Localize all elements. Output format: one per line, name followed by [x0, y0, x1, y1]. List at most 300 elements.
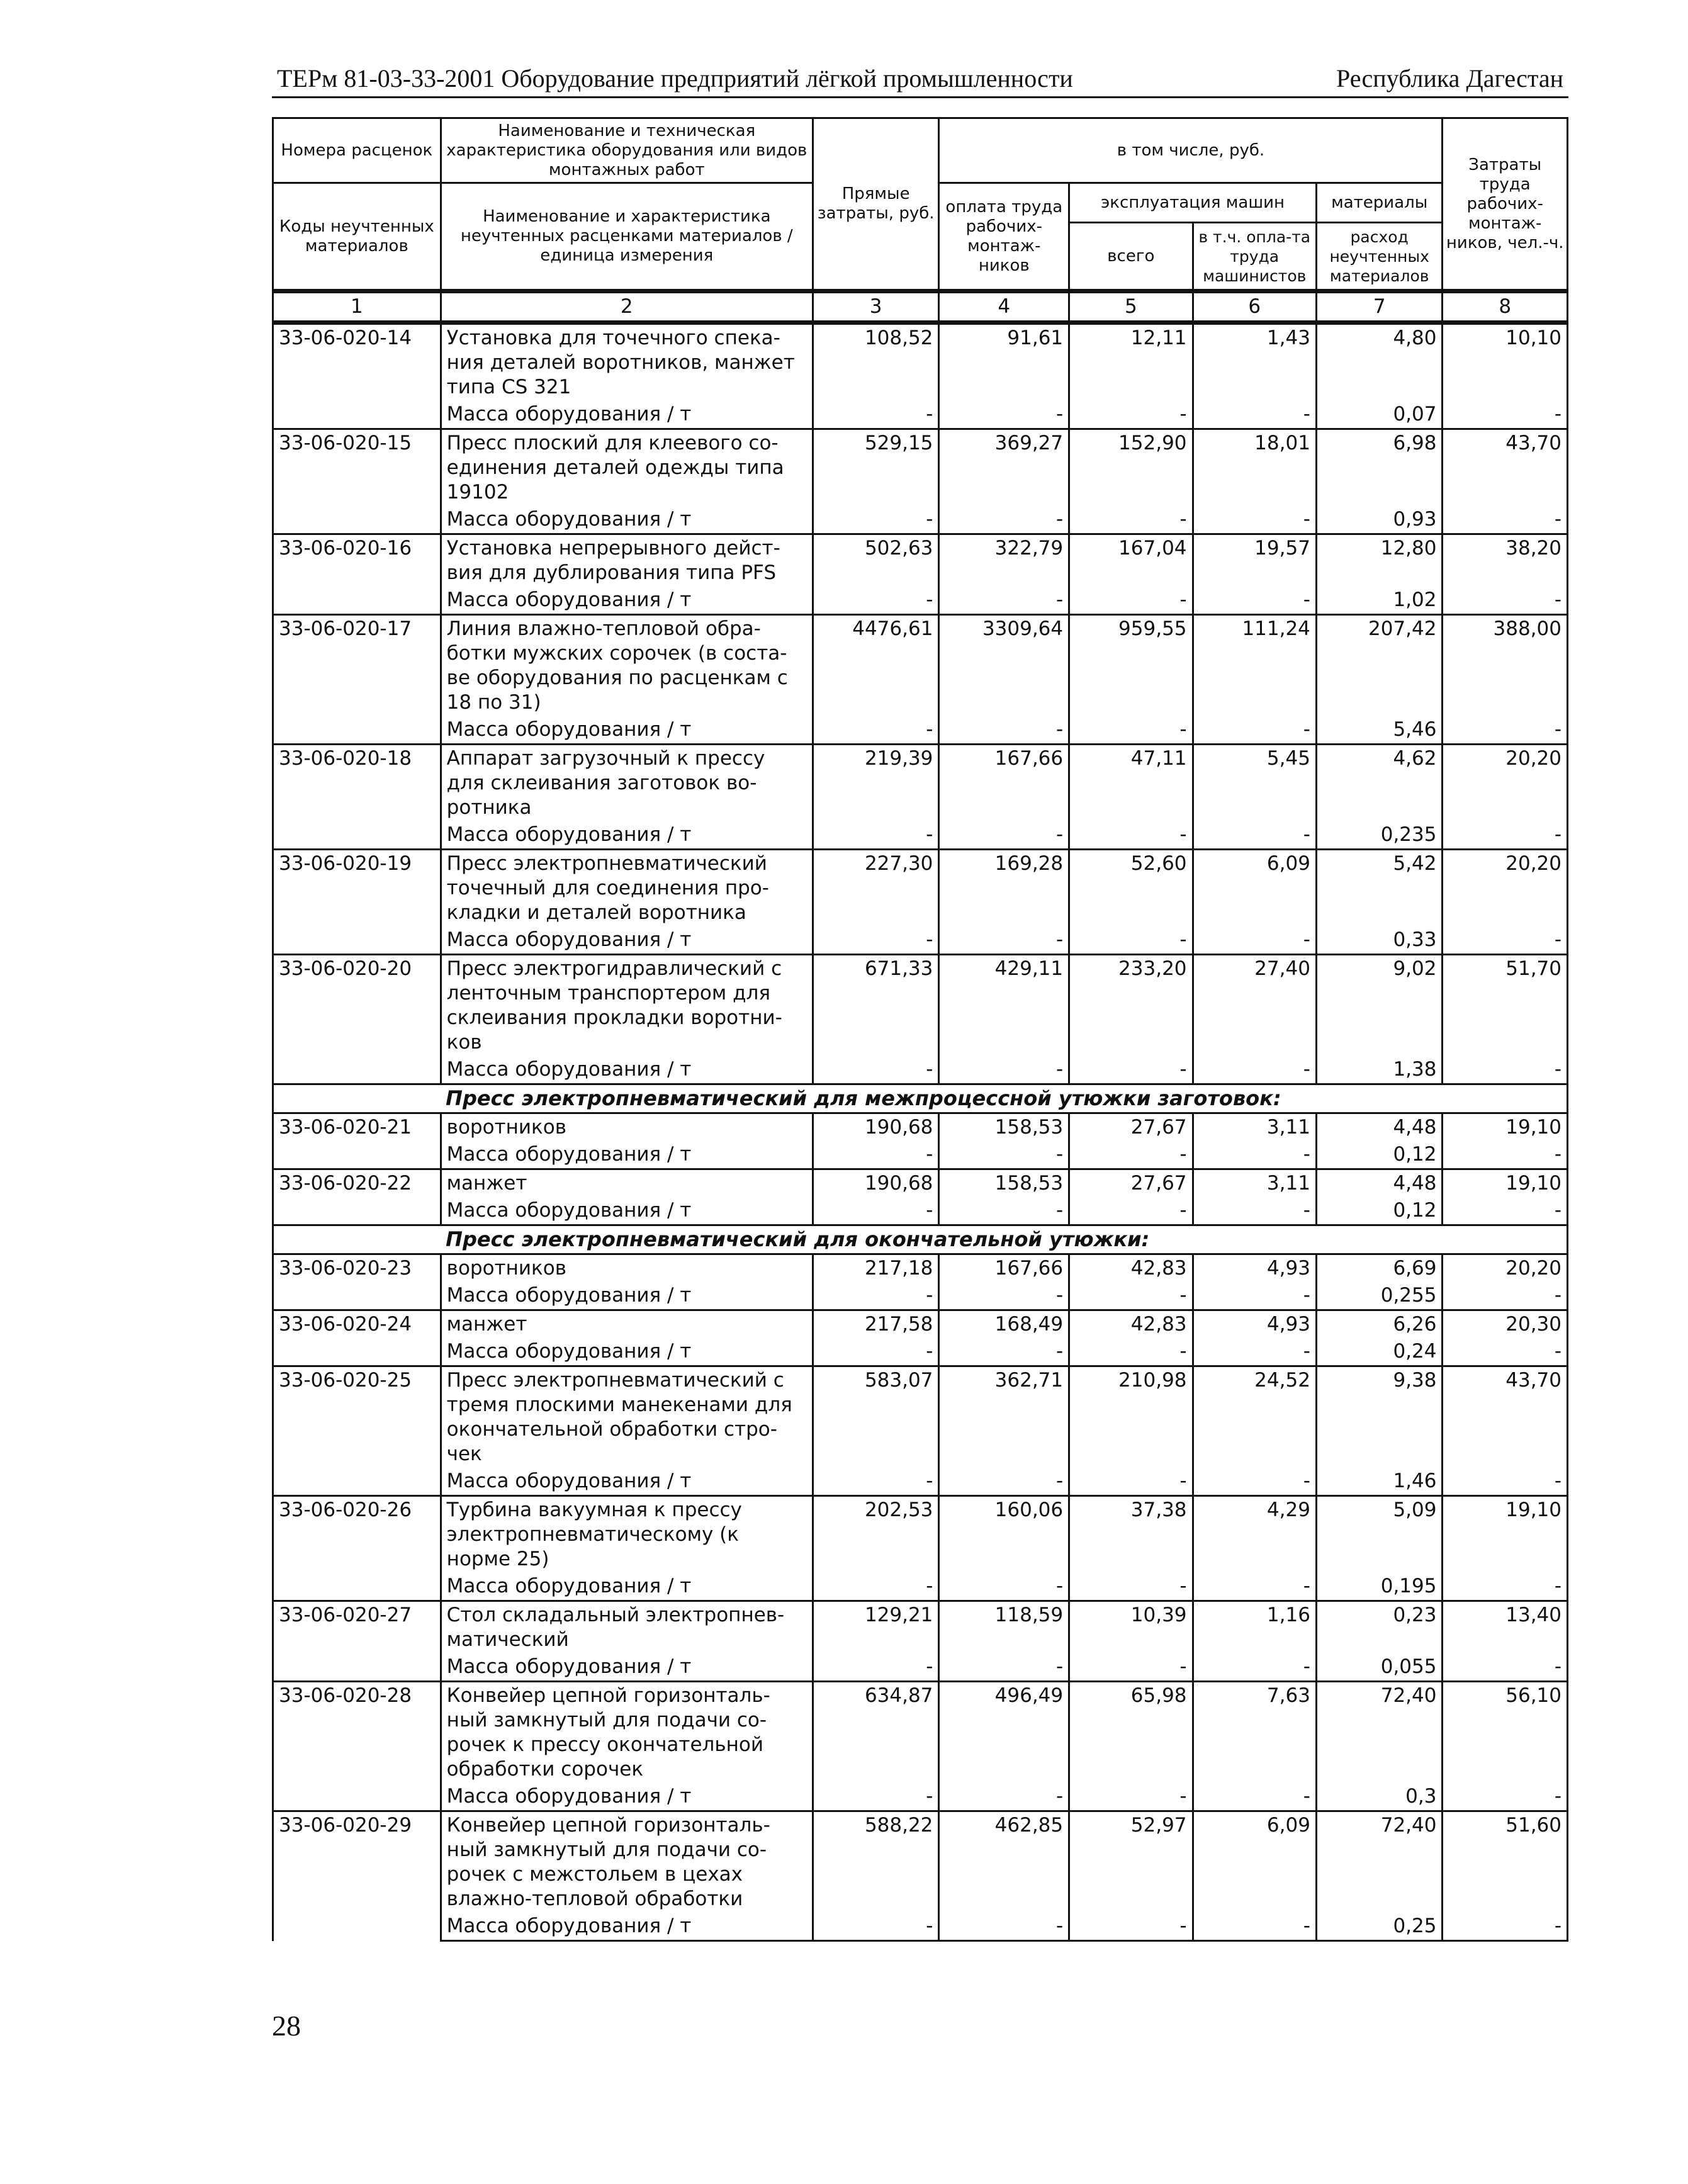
- cost-value: 4,48: [1316, 1113, 1443, 1142]
- empty-dash: -: [1193, 1573, 1316, 1601]
- rate-code: 33-06-020-14: [273, 323, 441, 429]
- cost-value: 6,98: [1316, 429, 1443, 507]
- mass-row: [273, 1197, 1568, 1225]
- cost-value: 496,49: [939, 1682, 1069, 1784]
- cost-value: 47,11: [1069, 745, 1193, 822]
- equipment-name: Линия влажно-тепловой обра-ботки мужских сорочек (в соста-ве оборудования по расценкам с 18 по 31): [441, 615, 813, 717]
- rate-code: 33-06-020-23: [273, 1254, 441, 1310]
- empty-dash: -: [1193, 506, 1316, 534]
- cost-value: 4,29: [1193, 1496, 1316, 1573]
- cost-value: 5,09: [1316, 1496, 1443, 1573]
- cost-value: 10,10: [1443, 323, 1568, 402]
- table-row: [273, 850, 1568, 927]
- cost-value: 65,98: [1069, 1682, 1193, 1784]
- empty-dash: -: [1443, 1573, 1568, 1601]
- col-header-direct-costs: Прямые затраты, руб.: [813, 118, 939, 291]
- empty-dash: -: [939, 926, 1069, 955]
- empty-dash: -: [813, 926, 939, 955]
- mass-value: 5,46: [1316, 716, 1443, 745]
- cost-value: 1,16: [1193, 1601, 1316, 1654]
- cost-value: 588,22: [813, 1811, 939, 1913]
- running-header: [272, 58, 1568, 98]
- cost-value: 13,40: [1443, 1601, 1568, 1654]
- cost-value: 0,23: [1316, 1601, 1443, 1654]
- empty-dash: -: [1193, 1197, 1316, 1225]
- mass-value: 0,93: [1316, 506, 1443, 534]
- rate-code: 33-06-020-19: [273, 850, 441, 955]
- empty-dash: -: [1193, 401, 1316, 429]
- cost-value: 52,97: [1069, 1811, 1193, 1913]
- empty-dash: -: [939, 401, 1069, 429]
- empty-dash: -: [1443, 401, 1568, 429]
- price-table: [272, 117, 1568, 1942]
- equipment-name: Стол складальный электропнев-матический: [441, 1601, 813, 1654]
- empty-dash: -: [1069, 587, 1193, 615]
- mass-label: Масса оборудования / т: [441, 401, 813, 429]
- empty-dash: -: [1193, 587, 1316, 615]
- mass-label: Масса оборудования / т: [441, 1197, 813, 1225]
- section-spacer: [273, 1084, 441, 1113]
- empty-dash: -: [1069, 1141, 1193, 1169]
- cost-value: 5,42: [1316, 850, 1443, 927]
- mass-value: 0,255: [1316, 1282, 1443, 1310]
- cost-value: 429,11: [939, 955, 1069, 1057]
- empty-dash: -: [1443, 587, 1568, 615]
- cost-value: 388,00: [1443, 615, 1568, 717]
- equipment-name: Пресс электропневматический с тремя плоскими манекенами для окончательной обработки стро-чек: [441, 1366, 813, 1468]
- empty-dash: -: [813, 1197, 939, 1225]
- cost-value: 19,57: [1193, 534, 1316, 587]
- cost-value: 51,60: [1443, 1811, 1568, 1913]
- cost-value: 168,49: [939, 1310, 1069, 1339]
- column-number: 6: [1193, 291, 1316, 323]
- table-row: [273, 323, 1568, 402]
- empty-dash: -: [939, 1282, 1069, 1310]
- empty-dash: -: [1193, 1282, 1316, 1310]
- cost-value: 202,53: [813, 1496, 939, 1573]
- mass-value: 1,38: [1316, 1056, 1443, 1084]
- cost-value: 369,27: [939, 429, 1069, 507]
- rate-code: 33-06-020-18: [273, 745, 441, 850]
- empty-dash: -: [813, 1056, 939, 1084]
- col-header-machinist-wages: в т.ч. опла-та труда машинистов: [1193, 223, 1316, 291]
- cost-value: 51,70: [1443, 955, 1568, 1057]
- table-row: [273, 615, 1568, 717]
- empty-dash: -: [939, 1913, 1069, 1941]
- empty-dash: -: [1443, 1338, 1568, 1366]
- col-header-machine-operation: эксплуатация машин: [1069, 183, 1317, 223]
- empty-dash: -: [1443, 1282, 1568, 1310]
- empty-dash: -: [813, 716, 939, 745]
- cost-value: 462,85: [939, 1811, 1069, 1913]
- empty-dash: -: [1443, 1468, 1568, 1496]
- rate-code: 33-06-020-27: [273, 1601, 441, 1682]
- cost-value: 3,11: [1193, 1169, 1316, 1198]
- mass-label: Масса оборудования / т: [441, 1056, 813, 1084]
- empty-dash: -: [1069, 1573, 1193, 1601]
- empty-dash: -: [813, 1338, 939, 1366]
- mass-value: 0,12: [1316, 1197, 1443, 1225]
- cost-value: 27,40: [1193, 955, 1316, 1057]
- mass-value: 0,25: [1316, 1913, 1443, 1941]
- cost-value: 43,70: [1443, 1366, 1568, 1468]
- col-header-codes: Номера расценок: [273, 118, 441, 183]
- empty-dash: -: [1069, 1468, 1193, 1496]
- cost-value: 167,66: [939, 1254, 1069, 1283]
- cost-value: 12,11: [1069, 323, 1193, 402]
- empty-dash: -: [1193, 1338, 1316, 1366]
- cost-value: 38,20: [1443, 534, 1568, 587]
- col-header-material-name: Наименование и характеристика неучтенных расценками материалов / единица измерения: [441, 183, 813, 291]
- table-row: [273, 429, 1568, 507]
- mass-label: Масса оборудования / т: [441, 821, 813, 850]
- cost-value: 27,67: [1069, 1169, 1193, 1198]
- empty-dash: -: [1193, 1141, 1316, 1169]
- cost-value: 111,24: [1193, 615, 1316, 717]
- cost-value: 217,58: [813, 1310, 939, 1339]
- mass-row: [273, 587, 1568, 615]
- table-row: [273, 1169, 1568, 1198]
- cost-value: 91,61: [939, 323, 1069, 402]
- mass-row: [273, 1282, 1568, 1310]
- empty-dash: -: [1443, 1783, 1568, 1811]
- mass-label: Масса оборудования / т: [441, 1783, 813, 1811]
- cost-value: 167,04: [1069, 534, 1193, 587]
- empty-dash: -: [813, 1783, 939, 1811]
- cost-value: 322,79: [939, 534, 1069, 587]
- column-number: 4: [939, 291, 1069, 323]
- mass-row: [273, 1056, 1568, 1084]
- mass-label: Масса оборудования / т: [441, 1573, 813, 1601]
- empty-dash: -: [813, 587, 939, 615]
- mass-value: 0,235: [1316, 821, 1443, 850]
- cost-value: 190,68: [813, 1113, 939, 1142]
- equipment-name: Аппарат загрузочный к прессу для склеивания заготовок во-ротника: [441, 745, 813, 822]
- empty-dash: -: [939, 1783, 1069, 1811]
- empty-dash: -: [939, 587, 1069, 615]
- table-row: [273, 955, 1568, 1057]
- empty-dash: -: [1443, 1056, 1568, 1084]
- cost-value: 20,20: [1443, 745, 1568, 822]
- mass-label: Масса оборудования / т: [441, 587, 813, 615]
- page-number: 28: [272, 2010, 301, 2042]
- equipment-name: Конвейер цепной горизонталь-ный замкнутый для подачи со-рочек к прессу окончательной обработки сорочек: [441, 1682, 813, 1784]
- cost-value: 52,60: [1069, 850, 1193, 927]
- cost-value: 129,21: [813, 1601, 939, 1654]
- rate-code: 33-06-020-21: [273, 1113, 441, 1169]
- column-number: 1: [273, 291, 441, 323]
- rate-code: 33-06-020-15: [273, 429, 441, 534]
- equipment-name: Пресс электрогидравлический с ленточным транспортером для склеивания прокладки воротни-ков: [441, 955, 813, 1057]
- cost-value: 169,28: [939, 850, 1069, 927]
- section-heading-row: [273, 1084, 1568, 1113]
- empty-dash: -: [1443, 506, 1568, 534]
- table-row: [273, 1682, 1568, 1784]
- column-number: 7: [1316, 291, 1443, 323]
- empty-dash: -: [1069, 926, 1193, 955]
- empty-dash: -: [1069, 716, 1193, 745]
- cost-value: 583,07: [813, 1366, 939, 1468]
- mass-row: [273, 1468, 1568, 1496]
- cost-value: 4,62: [1316, 745, 1443, 822]
- mass-label: Масса оборудования / т: [441, 1338, 813, 1366]
- cost-value: 56,10: [1443, 1682, 1568, 1784]
- cost-value: 27,67: [1069, 1113, 1193, 1142]
- empty-dash: -: [939, 1653, 1069, 1682]
- cost-value: 362,71: [939, 1366, 1069, 1468]
- mass-label: Масса оборудования / т: [441, 1653, 813, 1682]
- empty-dash: -: [1069, 401, 1193, 429]
- mass-row: [273, 1338, 1568, 1366]
- col-header-labor: Затраты труда рабочих-монтаж-ников, чел.-ч.: [1443, 118, 1568, 291]
- mass-row: [273, 1783, 1568, 1811]
- empty-dash: -: [1443, 1197, 1568, 1225]
- empty-dash: -: [813, 821, 939, 850]
- equipment-name: воротников: [441, 1113, 813, 1142]
- rate-code: 33-06-020-26: [273, 1496, 441, 1601]
- empty-dash: -: [1193, 821, 1316, 850]
- rate-code: 33-06-020-22: [273, 1169, 441, 1225]
- col-header-materials: материалы: [1316, 183, 1443, 223]
- cost-value: 634,87: [813, 1682, 939, 1784]
- cost-value: 20,30: [1443, 1310, 1568, 1339]
- rate-code: 33-06-020-17: [273, 615, 441, 745]
- document-title: ТЕРм 81-03-33-2001 Оборудование предприятий лёгкой промышленности: [277, 64, 1073, 93]
- cost-value: 6,09: [1193, 1811, 1316, 1913]
- mass-label: Масса оборудования / т: [441, 506, 813, 534]
- mass-label: Масса оборудования / т: [441, 716, 813, 745]
- mass-value: 0,055: [1316, 1653, 1443, 1682]
- mass-value: 0,12: [1316, 1141, 1443, 1169]
- empty-dash: -: [939, 1056, 1069, 1084]
- empty-dash: -: [1193, 1913, 1316, 1941]
- cost-value: 24,52: [1193, 1366, 1316, 1468]
- empty-dash: -: [1069, 1913, 1193, 1941]
- empty-dash: -: [1069, 1783, 1193, 1811]
- cost-value: 20,20: [1443, 1254, 1568, 1283]
- cost-value: 19,10: [1443, 1169, 1568, 1198]
- empty-dash: -: [1069, 1338, 1193, 1366]
- mass-label: Масса оборудования / т: [441, 1141, 813, 1169]
- equipment-name: Турбина вакуумная к прессу электропневматическому (к норме 25): [441, 1496, 813, 1573]
- section-heading-row: [273, 1225, 1568, 1254]
- empty-dash: -: [813, 1653, 939, 1682]
- empty-dash: -: [1069, 506, 1193, 534]
- rate-code: 33-06-020-20: [273, 955, 441, 1084]
- table-row: [273, 534, 1568, 587]
- col-header-material-codes: Коды неучтенных материалов: [273, 183, 441, 291]
- cost-value: 43,70: [1443, 429, 1568, 507]
- empty-dash: -: [1443, 926, 1568, 955]
- mass-label: Масса оборудования / т: [441, 1282, 813, 1310]
- empty-dash: -: [1069, 1197, 1193, 1225]
- equipment-name: Установка непрерывного дейст-вия для дублирования типа PFS: [441, 534, 813, 587]
- cost-value: 3309,64: [939, 615, 1069, 717]
- cost-value: 118,59: [939, 1601, 1069, 1654]
- empty-dash: -: [939, 1197, 1069, 1225]
- column-number: 2: [441, 291, 813, 323]
- empty-dash: -: [813, 1282, 939, 1310]
- mass-label: Масса оборудования / т: [441, 1468, 813, 1496]
- region-name: Республика Дагестан: [1336, 64, 1563, 93]
- cost-value: 502,63: [813, 534, 939, 587]
- cost-value: 6,69: [1316, 1254, 1443, 1283]
- mass-row: [273, 821, 1568, 850]
- empty-dash: -: [939, 1338, 1069, 1366]
- empty-dash: -: [939, 1573, 1069, 1601]
- section-title: Пресс электропневматический для окончательной утюжки:: [441, 1225, 1567, 1254]
- rate-code: 33-06-020-24: [273, 1310, 441, 1366]
- empty-dash: -: [813, 506, 939, 534]
- empty-dash: -: [1193, 1653, 1316, 1682]
- cost-value: 19,10: [1443, 1496, 1568, 1573]
- empty-dash: -: [1193, 1468, 1316, 1496]
- cost-value: 4,48: [1316, 1169, 1443, 1198]
- cost-value: 5,45: [1193, 745, 1316, 822]
- mass-value: 1,02: [1316, 587, 1443, 615]
- cost-value: 4,93: [1193, 1254, 1316, 1283]
- col-header-name: Наименование и техническая характеристика оборудования или видов монтажных работ: [441, 118, 813, 183]
- rate-code: 33-06-020-29: [273, 1811, 441, 1941]
- empty-dash: -: [939, 821, 1069, 850]
- empty-dash: -: [1193, 926, 1316, 955]
- cost-value: 959,55: [1069, 615, 1193, 717]
- cost-value: 529,15: [813, 429, 939, 507]
- cost-value: 152,90: [1069, 429, 1193, 507]
- cost-value: 190,68: [813, 1169, 939, 1198]
- cost-value: 20,20: [1443, 850, 1568, 927]
- header-row-1: [273, 118, 1568, 183]
- mass-row: [273, 716, 1568, 745]
- cost-value: 4,80: [1316, 323, 1443, 402]
- rate-code: 33-06-020-25: [273, 1366, 441, 1496]
- cost-value: 210,98: [1069, 1366, 1193, 1468]
- mass-row: [273, 1141, 1568, 1169]
- mass-label: Масса оборудования / т: [441, 1913, 813, 1941]
- mass-value: 0,24: [1316, 1338, 1443, 1366]
- cost-value: 160,06: [939, 1496, 1069, 1573]
- empty-dash: -: [1443, 1913, 1568, 1941]
- empty-dash: -: [939, 506, 1069, 534]
- cost-value: 37,38: [1069, 1496, 1193, 1573]
- rate-code: 33-06-020-16: [273, 534, 441, 615]
- cost-value: 4476,61: [813, 615, 939, 717]
- empty-dash: -: [1443, 821, 1568, 850]
- mass-value: 0,33: [1316, 926, 1443, 955]
- cost-value: 6,26: [1316, 1310, 1443, 1339]
- cost-value: 4,93: [1193, 1310, 1316, 1339]
- cost-value: 72,40: [1316, 1811, 1443, 1913]
- column-numbers-row: [273, 291, 1568, 323]
- empty-dash: -: [1443, 716, 1568, 745]
- equipment-name: манжет: [441, 1310, 813, 1339]
- col-header-wages: оплата труда рабочих-монтаж-ников: [939, 183, 1069, 291]
- column-number: 5: [1069, 291, 1193, 323]
- cost-value: 158,53: [939, 1169, 1069, 1198]
- mass-row: [273, 506, 1568, 534]
- empty-dash: -: [939, 1468, 1069, 1496]
- mass-value: 0,07: [1316, 401, 1443, 429]
- cost-value: 671,33: [813, 955, 939, 1057]
- table-row: [273, 1811, 1568, 1913]
- cost-value: 108,52: [813, 323, 939, 402]
- equipment-name: Пресс плоский для клеевого со-единения деталей одежды типа 19102: [441, 429, 813, 507]
- table-row: [273, 745, 1568, 822]
- section-title: Пресс электропневматический для межпроцессной утюжки заготовок:: [441, 1084, 1567, 1113]
- empty-dash: -: [1069, 1282, 1193, 1310]
- empty-dash: -: [813, 1573, 939, 1601]
- col-header-total: всего: [1069, 223, 1193, 291]
- rate-code: 33-06-020-28: [273, 1682, 441, 1811]
- equipment-name: Конвейер цепной горизонталь-ный замкнутый для подачи со-рочек с межстольем в цехах влажно-тепловой обработки: [441, 1811, 813, 1913]
- table-row: [273, 1496, 1568, 1573]
- empty-dash: -: [813, 1141, 939, 1169]
- cost-value: 158,53: [939, 1113, 1069, 1142]
- empty-dash: -: [1193, 1056, 1316, 1084]
- table-row: [273, 1113, 1568, 1142]
- empty-dash: -: [1443, 1653, 1568, 1682]
- cost-value: 3,11: [1193, 1113, 1316, 1142]
- cost-value: 42,83: [1069, 1254, 1193, 1283]
- column-number: 3: [813, 291, 939, 323]
- cost-value: 7,63: [1193, 1682, 1316, 1784]
- equipment-name: воротников: [441, 1254, 813, 1283]
- table-row: [273, 1310, 1568, 1339]
- cost-value: 12,80: [1316, 534, 1443, 587]
- col-header-material-usage: расход неучтенных материалов: [1316, 223, 1443, 291]
- cost-value: 72,40: [1316, 1682, 1443, 1784]
- cost-value: 9,02: [1316, 955, 1443, 1057]
- empty-dash: -: [1069, 1653, 1193, 1682]
- cost-value: 18,01: [1193, 429, 1316, 507]
- empty-dash: -: [1443, 1141, 1568, 1169]
- col-header-including: в том числе, руб.: [939, 118, 1443, 183]
- empty-dash: -: [813, 1468, 939, 1496]
- cost-value: 10,39: [1069, 1601, 1193, 1654]
- header-rule: [272, 96, 1568, 98]
- empty-dash: -: [1069, 821, 1193, 850]
- table-row: [273, 1254, 1568, 1283]
- empty-dash: -: [939, 1141, 1069, 1169]
- cost-value: 19,10: [1443, 1113, 1568, 1142]
- equipment-name: Установка для точечного спека-ния деталей воротников, манжет типа CS 321: [441, 323, 813, 402]
- mass-row: [273, 926, 1568, 955]
- empty-dash: -: [1193, 1783, 1316, 1811]
- column-number: 8: [1443, 291, 1568, 323]
- cost-value: 219,39: [813, 745, 939, 822]
- empty-dash: -: [1193, 716, 1316, 745]
- mass-row: [273, 1573, 1568, 1601]
- cost-value: 1,43: [1193, 323, 1316, 402]
- section-spacer: [273, 1225, 441, 1254]
- table-row: [273, 1601, 1568, 1654]
- mass-value: 1,46: [1316, 1468, 1443, 1496]
- cost-value: 233,20: [1069, 955, 1193, 1057]
- equipment-name: манжет: [441, 1169, 813, 1198]
- empty-dash: -: [813, 1913, 939, 1941]
- cost-value: 167,66: [939, 745, 1069, 822]
- table-row: [273, 1366, 1568, 1468]
- mass-row: [273, 1913, 1568, 1941]
- cost-value: 217,18: [813, 1254, 939, 1283]
- cost-value: 9,38: [1316, 1366, 1443, 1468]
- equipment-name: Пресс электропневматический точечный для соединения про-кладки и деталей воротника: [441, 850, 813, 927]
- cost-value: 42,83: [1069, 1310, 1193, 1339]
- cost-value: 6,09: [1193, 850, 1316, 927]
- mass-row: [273, 401, 1568, 429]
- empty-dash: -: [813, 401, 939, 429]
- cost-value: 207,42: [1316, 615, 1443, 717]
